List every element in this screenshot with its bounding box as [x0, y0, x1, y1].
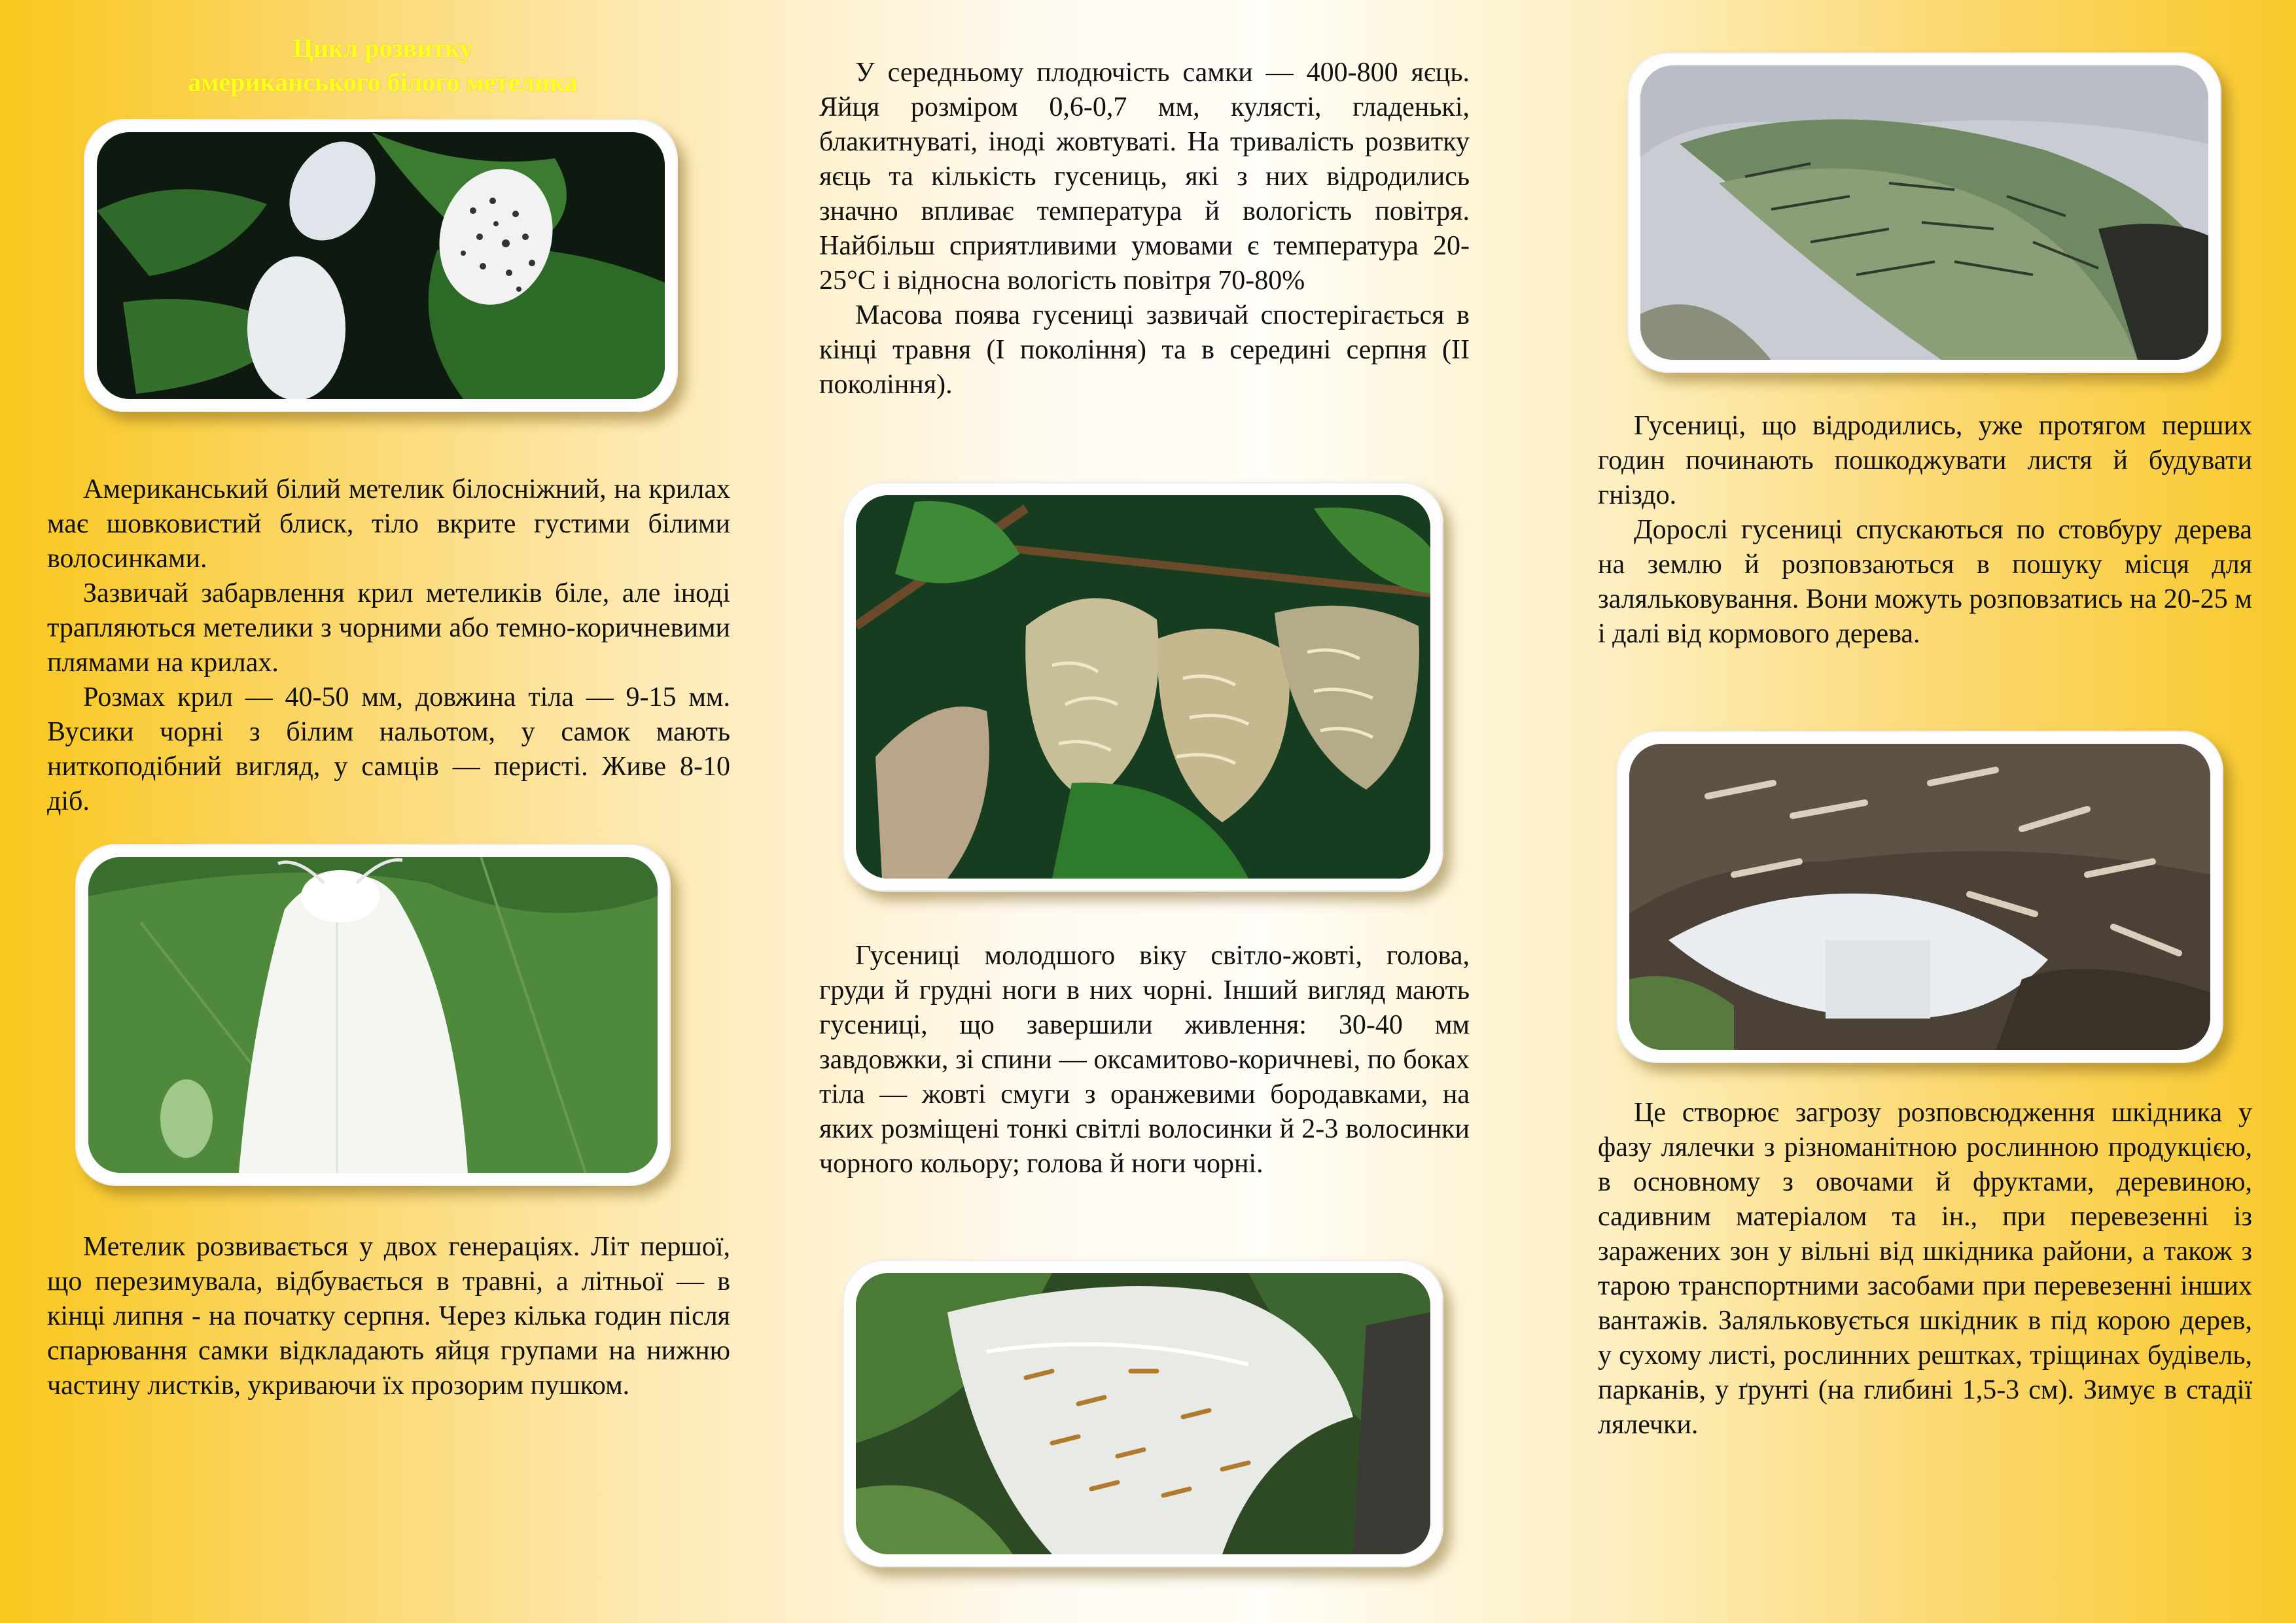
threat-text: [1598, 1096, 2252, 1442]
page-title: [72, 31, 694, 99]
paragraph: Американський білий метелик білосніжний, на крилах має шовковистий блиск, тіло вкрите густими білими волосинками.: [47, 474, 730, 574]
photo-web-nest: [843, 1260, 1443, 1567]
paragraph: Дорослі гусениці спускаються по стовбуру дерева на землю й розповзаються в пошуку місця для заляльковування. Вони можуть розповзатись на 20-25 м і далі від кормового дерева.: [1598, 515, 2252, 649]
paragraph: Масова поява гусениці зазвичай спостерігається в кінці травня (I покоління) та в середині серпня (II покоління).: [819, 300, 1470, 400]
paragraph: У середньому плодючість самки — 400-800 яєць. Яйця розміром 0,6-0,7 мм, кулясті, гладенькі, блакитнуваті, іноді жовтуваті. На тривалість розвитку яєць та кількість гусениць, які з них відродились значно впливає температура й вологість повітря. Найбільш сприятливими умовами є температура 20-25°С і відносна вологість повітря 70-80%: [819, 58, 1470, 296]
fertility-text: [819, 56, 1470, 402]
paragraph: Гусениці, що відродились, уже протягом перших годин починають пошкоджувати листя й будувати гніздо.: [1598, 411, 2252, 510]
moth-description: [47, 472, 730, 819]
photo-moths-on-leaves: [84, 119, 678, 412]
caterpillars-text: [819, 939, 1470, 1181]
paragraph: Розмах крил — 40-50 мм, довжина тіла — 9-15 мм. Вусики чорні з білим нальотом, у самок мають ниткоподібний вигляд, у самців — перисті. Живе 8-10 діб.: [47, 682, 730, 816]
photo-white-moth: [75, 844, 671, 1186]
photo-young-caterpillars: [843, 482, 1443, 892]
title-line-1: Цикл розвитку: [292, 33, 473, 63]
paragraph: Це створює загрозу розповсюдження шкідника у фазу лялечки з різноманітною рослинною продукцією, в основному з овочами й фруктами, деревиною, садивним матеріалом та ін., при перевезенні із заражених зон у вільні від шкідника райони, а також з тарою транспортними засобами при перевезенні інших вантажів. Заляльковується шкідник в під корою дерев, у сухому листі, рослинних рештках, тріщинах будівель, парканів, у ґрунті (на глибині 1,5-3 см). Зимує в стадії лялечки.: [1598, 1098, 2252, 1440]
photo-leaf-with-caterpillars: [1627, 52, 2221, 373]
paragraph: Гусениці молодшого віку світло-жовті, голова, груди й грудні ноги в них чорні. Інший вигляд мають гусениці, що завершили живлення: 30-40 мм завдовжки, зі спини — оксамитово-коричневі, по боках тіла — жовті смуги з оранжевими бородавками, на яких розміщені тонкі світлі волосинки й 2-3 волосинки чорного кольору; голова й ноги чорні.: [819, 941, 1470, 1179]
paragraph: Метелик розвивається у двох генераціях. Літ першої, що перезимувала, відбувається в травні, а літньої — в кінці липня - на початку серпня. Через кілька годин після спарювання самки відкладають яйця групами на нижню частину листків, укриваючи їх прозорим пушком.: [47, 1232, 730, 1401]
generations-text: [47, 1230, 730, 1403]
photo-caterpillars-on-trunk: [1616, 731, 2223, 1063]
damage-text: [1598, 409, 2252, 652]
paragraph: Зазвичай забарвлення крил метеликів біле, але іноді трапляються метелики з чорними або темно-коричневими плямами на крилах.: [47, 578, 730, 678]
title-line-2: американського білого метелика: [188, 67, 578, 97]
